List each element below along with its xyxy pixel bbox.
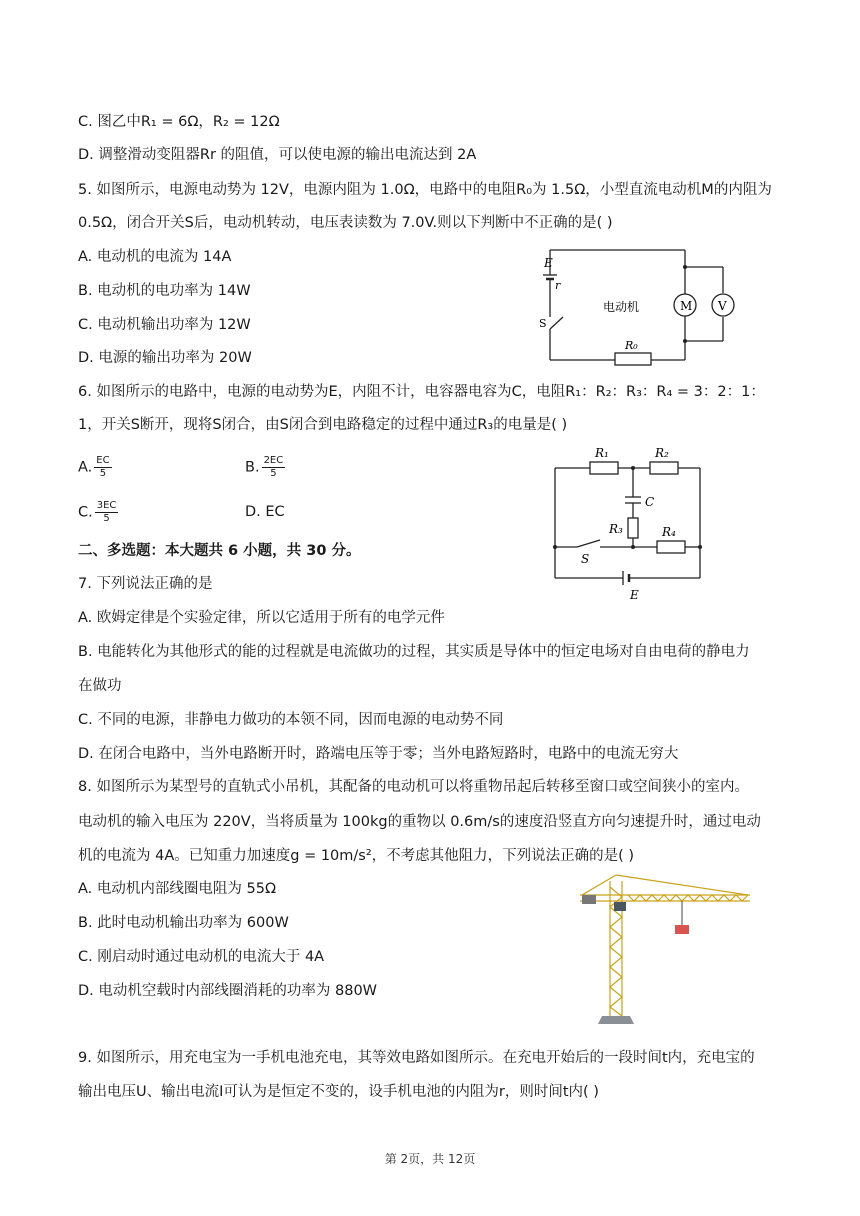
q5-option-b: B. 电动机的电功率为 14W (78, 283, 251, 299)
q4-option-d: D. 调整滑动变阻器Rr 的阻值，可以使电源的输出电流达到 2A (78, 147, 477, 163)
q7-option-d: D. 在闭合电路中，当外电路断开时，路端电压等于零；当外电路短路时，电路中的电流无穷大 (78, 746, 679, 762)
q8-crane-illustration (578, 873, 758, 1028)
q7-option-b-line2: 在做功 (78, 678, 122, 694)
fig6-label-s: S (581, 552, 590, 566)
fig5-label-e: E (544, 256, 553, 270)
fig6-label-c: C (645, 495, 655, 509)
fig6-label-r1: R₁ (595, 446, 609, 460)
q7-stem: 7. 下列说法正确的是 (78, 576, 213, 592)
q7-option-a: A. 欧姆定律是个实验定律，所以它适用于所有的电学元件 (78, 610, 445, 626)
q6-option-a: A. $\frac{EC}{5}$ (78, 455, 110, 479)
q8-option-a: A. 电动机内部线圈电阻为 55Ω (78, 881, 277, 897)
q7-option-b-line1: B. 电能转化为其他形式的能的过程就是电流做功的过程，其实质是导体中的恒定电场对自由电荷的静电力 (78, 644, 750, 660)
q8-option-b: B. 此时电动机输出功率为 600W (78, 915, 289, 931)
q8-stem-line3: 机的电流为 4A。已知重力加速度g = 10m/s²，不考虑其他阻力，下列说法正确的是( ) (78, 848, 635, 864)
fig5-label-motor: 电动机 (603, 300, 640, 314)
fig5-label-r: r (555, 279, 561, 292)
q5-option-a: A. 电动机的电流为 14A (78, 249, 232, 265)
q6-stem-line1: 6. 如图所示的电路中，电源的电动势为E，内阻不计，电容器电容为C，电阻R₁：R₂：R₃：R₄ = 3：2：1： (78, 384, 765, 400)
q8-stem-line2: 电动机的输入电压为 220V，当将质量为 100kg的重物以 0.6m/s的速度沿竖直方向匀速提升时，通过电动 (78, 814, 761, 830)
fig6-label-r2: R₂ (655, 446, 669, 460)
page-footer: 第 2页，共 12页 (384, 1152, 476, 1166)
section-heading-multi-choice: 二、多选题：本大题共 6 小题，共 30 分。 (78, 543, 361, 559)
fig5-label-r0: R₀ (625, 339, 638, 352)
fig5-label-s: S (539, 317, 547, 330)
q8-option-c: C. 刚启动时通过电动机的电流大于 4A (78, 949, 325, 965)
q5-stem-line2: 0.5Ω，闭合开关S后，电动机转动，电压表读数为 7.0V.则以下判断中不正确的是( ) (78, 215, 613, 231)
q6-option-d: D. EC (245, 504, 285, 520)
q8-stem-line1: 8. 如图所示为某型号的直轨式小吊机，其配备的电动机可以将重物吊起后转移至窗口或空间狭小的室内。 (78, 779, 749, 795)
q4-option-c: C. 图乙中R₁ = 6Ω，R₂ = 12Ω (78, 114, 280, 130)
q6-option-c: C. $\frac{3EC}{5}$ (78, 500, 117, 524)
q6-option-b: B. $\frac{2EC}{5}$ (245, 455, 284, 479)
fig6-label-r4: R₄ (662, 525, 676, 539)
fig5-label-m: M (680, 299, 693, 313)
q5-option-d: D. 电源的输出功率为 20W (78, 350, 252, 366)
q6-circuit-diagram (545, 443, 720, 603)
fig6-label-e: E (630, 588, 639, 602)
fig6-label-r3: R₃ (609, 522, 623, 536)
q9-stem-line2: 输出电压U、输出电流I可认为是恒定不变的，设手机电池的内阻为r，则时间t内( ) (78, 1084, 599, 1100)
q5-option-c: C. 电动机输出功率为 12W (78, 317, 251, 333)
q5-stem-line1: 5. 如图所示，电源电动势为 12V，电源内阻为 1.0Ω，电路中的电阻R₀为 1.5Ω，小型直流电动机M的内阻为 (78, 182, 772, 198)
q7-option-c: C. 不同的电源，非静电力做功的本领不同，因而电源的电动势不同 (78, 712, 504, 728)
q8-option-d: D. 电动机空载时内部线圈消耗的功率为 880W (78, 983, 378, 999)
q5-circuit-diagram (535, 245, 745, 370)
fig5-label-v: V (718, 299, 727, 313)
q9-stem-line1: 9. 如图所示，用充电宝为一手机电池充电，其等效电路如图所示。在充电开始后的一段时间t内，充电宝的 (78, 1050, 755, 1066)
q6-stem-line2: 1，开关S断开，现将S闭合，由S闭合到电路稳定的过程中通过R₃的电量是( ) (78, 417, 568, 433)
